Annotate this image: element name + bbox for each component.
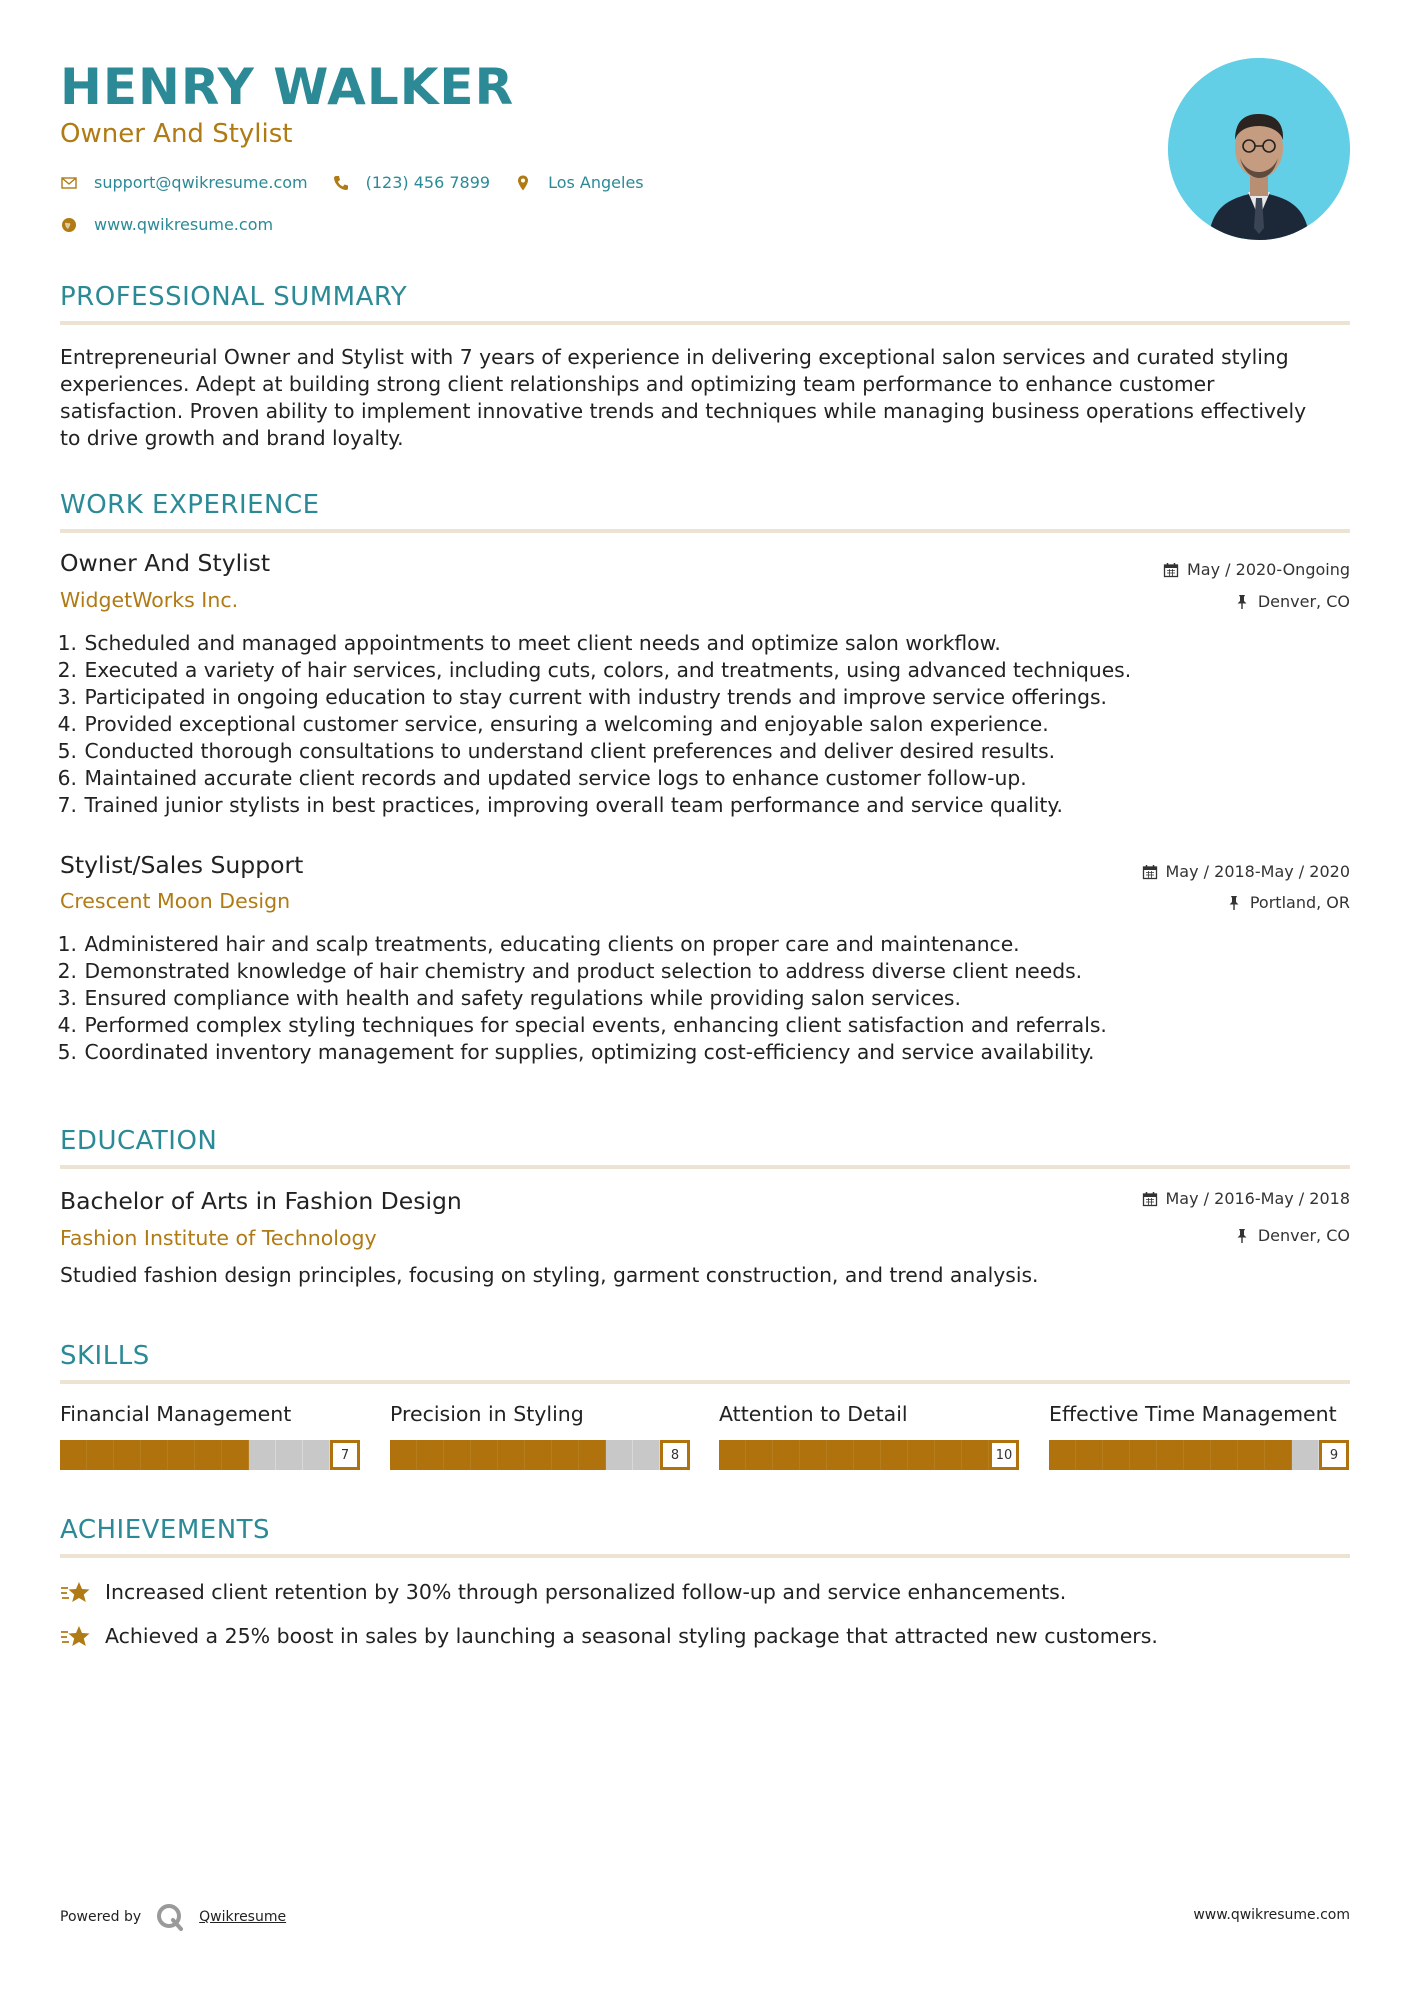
job-location (1234, 592, 1350, 611)
phone-icon (332, 174, 350, 192)
skill-bar-segment (276, 1440, 303, 1470)
skill-bar-segment (1184, 1440, 1211, 1470)
summary-text (60, 344, 1352, 452)
skill-bar-segment (1076, 1440, 1103, 1470)
skills-heading: SKILLS (60, 1341, 150, 1371)
skill-score-badge: 9 (1319, 1440, 1349, 1470)
skill-bar-segment (195, 1440, 222, 1470)
map-pin-icon (514, 174, 532, 192)
skill-bar-segment (1157, 1440, 1184, 1470)
skill-score-badge: 10 (989, 1440, 1019, 1470)
skill-score-badge: 8 (660, 1440, 690, 1470)
skill-bar-segment (746, 1440, 773, 1470)
skill-bar-segment (800, 1440, 827, 1470)
skill-bar-segment (881, 1440, 908, 1470)
footer-powered-by (60, 1902, 286, 1932)
achievement-text: Achieved a 25% boost in sales by launching a seasonal styling package that attracted new customers. (105, 1624, 1158, 1648)
profile-photo (1168, 58, 1350, 240)
skill-bar (390, 1440, 690, 1470)
section-divider (60, 529, 1350, 533)
skill-bar-track (1049, 1440, 1319, 1470)
email-text: support@qwikresume.com (94, 173, 308, 192)
summary-line: Entrepreneurial Owner and Stylist with 7 years of experience in delivering exceptional salon services and curated styling (60, 345, 1289, 369)
skill-bar-segment (525, 1440, 552, 1470)
education-description: Studied fashion design principles, focusing on styling, garment construction, and trend analysis. (60, 1263, 1039, 1287)
skill-bar-track (60, 1440, 330, 1470)
list-item: 7. Trained junior stylists in best practices, improving overall team performance and service quality. (57, 793, 1063, 817)
skill-bar-track (390, 1440, 660, 1470)
skill-bar-segment (444, 1440, 471, 1470)
achievement-item (60, 1576, 1066, 1608)
skill-score-badge: 7 (330, 1440, 360, 1470)
website-text: www.qwikresume.com (94, 215, 274, 234)
skill-bar-segment (222, 1440, 249, 1470)
skill-bar-segment (773, 1440, 800, 1470)
pushpin-icon (1234, 594, 1250, 610)
education-dates (1142, 1189, 1351, 1208)
star-icon (60, 1576, 92, 1608)
job-dates-text: May / 2020-Ongoing (1187, 560, 1350, 579)
list-item: 2. Demonstrated knowledge of hair chemistry and product selection to address diverse client needs. (57, 959, 1083, 983)
job-dates (1142, 862, 1351, 881)
skill-bar-segment (60, 1440, 87, 1470)
skill-item (60, 1402, 360, 1470)
skill-bar-segment (390, 1440, 417, 1470)
contact-row-2 (60, 215, 297, 234)
phone-item[interactable] (332, 173, 490, 192)
skill-bar-segment (1211, 1440, 1238, 1470)
calendar-icon (1163, 562, 1179, 578)
job-company: Crescent Moon Design (60, 889, 291, 913)
skill-bar-segment (606, 1440, 633, 1470)
skill-bar-segment (249, 1440, 276, 1470)
job-bullets (55, 630, 1345, 819)
candidate-name: HENRY WALKER (60, 58, 515, 116)
job-dates-text: May / 2018-May / 2020 (1165, 862, 1350, 881)
job-title: Stylist/Sales Support (60, 851, 304, 879)
education-location-text: Denver, CO (1257, 1226, 1350, 1245)
section-divider (60, 1554, 1350, 1558)
skill-bar-segment (1265, 1440, 1292, 1470)
section-divider (60, 321, 1350, 325)
list-item: 3. Ensured compliance with health and safety regulations while providing salon services. (57, 986, 961, 1010)
skill-bar-segment (114, 1440, 141, 1470)
skill-bar-segment (1103, 1440, 1130, 1470)
skill-bar-segment (827, 1440, 854, 1470)
skill-item (390, 1402, 690, 1470)
skill-bar-segment (1049, 1440, 1076, 1470)
brand-link[interactable]: Qwikresume (199, 1909, 287, 1925)
skill-bar-track (719, 1440, 989, 1470)
job-company: WidgetWorks Inc. (60, 588, 239, 612)
education-location (1234, 1226, 1350, 1245)
skill-bar-segment (417, 1440, 444, 1470)
list-item: 5. Coordinated inventory management for supplies, optimizing cost-efficiency and service availability. (57, 1040, 1095, 1064)
achievements-heading: ACHIEVEMENTS (60, 1515, 271, 1545)
powered-by-label: Powered by (60, 1909, 142, 1925)
skill-bar-segment (1130, 1440, 1157, 1470)
skill-bar-segment (633, 1440, 660, 1470)
education-dates-text: May / 2016-May / 2018 (1165, 1189, 1350, 1208)
job-location-text: Portland, OR (1249, 893, 1350, 912)
skill-label: Effective Time Management (1049, 1402, 1337, 1426)
skill-bar-segment (1292, 1440, 1319, 1470)
summary-line: experiences. Adept at building strong client relationships and optimizing team performance to enhance customer (60, 372, 1215, 396)
skill-bar-segment (962, 1440, 989, 1470)
section-divider (60, 1165, 1350, 1169)
globe-icon (60, 216, 78, 234)
list-item: 1. Administered hair and scalp treatments, educating clients on proper care and maintenance. (57, 932, 1020, 956)
envelope-icon (60, 174, 78, 192)
list-item: 4. Performed complex styling techniques for special events, enhancing client satisfaction and referrals. (57, 1013, 1107, 1037)
achievement-text: Increased client retention by 30% through personalized follow-up and service enhancements. (105, 1580, 1067, 1604)
footer-website[interactable]: www.qwikresume.com (1193, 1907, 1350, 1923)
calendar-icon (1142, 1191, 1158, 1207)
skill-bar-segment (168, 1440, 195, 1470)
list-item: 4. Provided exceptional customer service, ensuring a welcoming and enjoyable salon experience. (57, 712, 1049, 736)
experience-heading: WORK EXPERIENCE (60, 490, 320, 520)
location-text: Los Angeles (548, 173, 644, 192)
pushpin-icon (1226, 895, 1242, 911)
summary-line: satisfaction. Proven ability to implement innovative trends and techniques while managing business operations effectively (60, 399, 1307, 423)
list-item: 1. Scheduled and managed appointments to meet client needs and optimize salon workflow. (57, 631, 1001, 655)
list-item: 3. Participated in ongoing education to stay current with industry trends and improve service offerings. (57, 685, 1107, 709)
person-avatar-icon (1168, 58, 1350, 240)
section-divider (60, 1380, 1350, 1384)
skill-bar-segment (498, 1440, 525, 1470)
skill-bar-segment (935, 1440, 962, 1470)
skill-bar-segment (303, 1440, 330, 1470)
summary-line: to drive growth and brand loyalty. (60, 426, 404, 450)
pushpin-icon (1234, 1228, 1250, 1244)
phone-text: (123) 456 7899 (365, 173, 491, 192)
skill-bar-segment (719, 1440, 746, 1470)
qwikresume-logo-icon (155, 1902, 185, 1932)
list-item: 2. Executed a variety of hair services, including cuts, colors, and treatments, using advanced techniques. (57, 658, 1132, 682)
skill-bar-segment (141, 1440, 168, 1470)
skill-bar-segment (1238, 1440, 1265, 1470)
skill-bar-segment (552, 1440, 579, 1470)
skill-bar-segment (579, 1440, 606, 1470)
calendar-icon (1142, 864, 1158, 880)
skill-label: Financial Management (60, 1402, 292, 1426)
website-item[interactable] (60, 215, 273, 234)
job-title: Owner And Stylist (60, 549, 271, 577)
school-name: Fashion Institute of Technology (60, 1226, 377, 1250)
job-bullets (55, 931, 1345, 1066)
skill-label: Attention to Detail (719, 1402, 908, 1426)
skill-label: Precision in Styling (390, 1402, 584, 1426)
location-item (514, 173, 644, 192)
skill-bar-segment (854, 1440, 881, 1470)
skill-bar-segment (908, 1440, 935, 1470)
job-location (1226, 893, 1350, 912)
job-location-text: Denver, CO (1257, 592, 1350, 611)
skill-item (1049, 1402, 1349, 1470)
degree-title: Bachelor of Arts in Fashion Design (60, 1187, 462, 1215)
skill-bar (1049, 1440, 1349, 1470)
skill-bar-segment (471, 1440, 498, 1470)
skill-item (719, 1402, 1019, 1470)
summary-heading: PROFESSIONAL SUMMARY (60, 282, 408, 312)
skill-bar (60, 1440, 360, 1470)
candidate-title: Owner And Stylist (60, 119, 293, 149)
education-heading: EDUCATION (60, 1126, 218, 1156)
job-dates (1163, 560, 1350, 579)
skill-bar-segment (87, 1440, 114, 1470)
email-item[interactable] (60, 173, 308, 192)
star-icon (60, 1620, 92, 1652)
list-item: 6. Maintained accurate client records and updated service logs to enhance customer follow-up. (57, 766, 1027, 790)
contact-row (60, 173, 668, 192)
list-item: 5. Conducted thorough consultations to understand client preferences and deliver desired results. (57, 739, 1056, 763)
skill-bar (719, 1440, 1019, 1470)
achievement-item (60, 1620, 1158, 1652)
